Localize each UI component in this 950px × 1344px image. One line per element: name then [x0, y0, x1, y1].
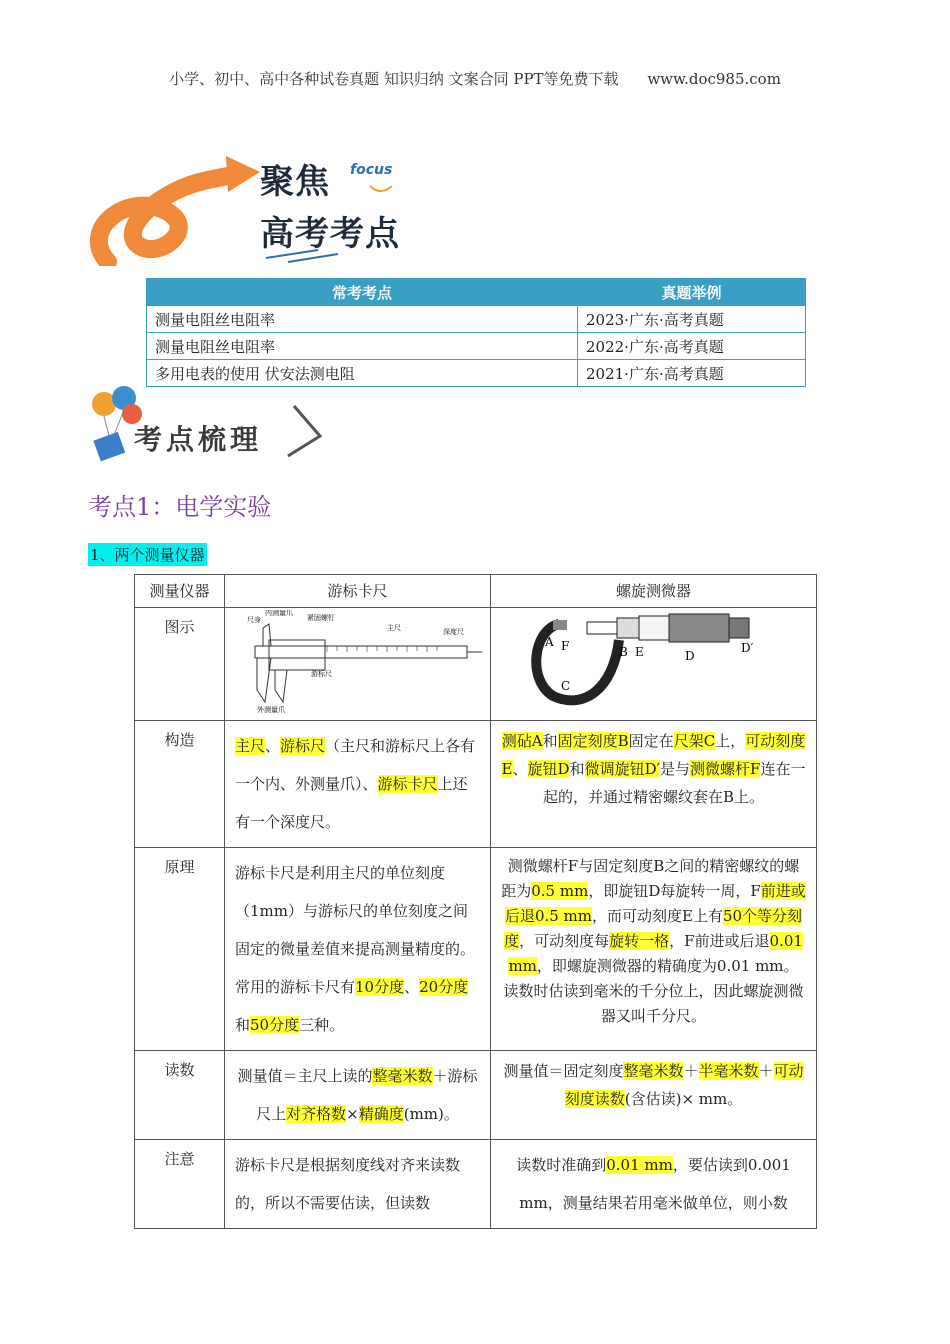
highlight-text: 整毫米数 — [623, 1062, 684, 1080]
text: 是与 — [660, 760, 691, 778]
table-row — [135, 1051, 817, 1140]
kaodian-title: 考点1：电学实验 — [88, 493, 272, 521]
highlight-text: 游标尺 — [280, 737, 326, 755]
text: ，要估读到0.001 mm，测量结果若用毫米做单位，则小数 — [519, 1156, 791, 1212]
highlight-text: 测微螺杆F — [690, 760, 761, 778]
highlight-text: 50分度 — [250, 1016, 300, 1034]
highlight-text: 游标卡尺 — [377, 775, 438, 793]
micrometer-label: F — [561, 639, 570, 653]
sub-title: 1、两个测量仪器 — [88, 543, 207, 566]
text: 游标卡尺是利用主尺的单位刻度（1mm）与游标尺的单位刻度之间固定的微量差值来提高测量精度的。常用的游标卡尺有 — [235, 864, 476, 996]
yuanli-micrometer — [491, 848, 817, 1051]
text: 测微螺杆F与固定刻度B之间的精密螺纹的螺距为 — [501, 857, 800, 900]
micrometer-label: B — [619, 645, 628, 659]
text: 、 — [512, 760, 528, 778]
exam-point: 测量电阻丝电阻率 — [147, 306, 578, 333]
highlight-text: 对齐格数 — [286, 1105, 347, 1123]
highlight-text: 可动刻度E — [501, 732, 806, 778]
highlight-text: 测砧A — [501, 732, 543, 750]
exam-example: 2021·广东·高考真题 — [578, 360, 806, 387]
yuanli-caliper — [225, 848, 491, 1051]
text: 固定在 — [628, 732, 674, 750]
row-label: 注意 — [135, 1140, 225, 1229]
micrometer-image — [493, 610, 815, 714]
zhuyi-caliper: 游标卡尺是根据刻度线对齐来读数的，所以不需要估读，但读数 — [225, 1140, 491, 1229]
text: ＋ — [683, 1062, 699, 1080]
text: 、 — [404, 978, 420, 996]
micrometer-label: C — [561, 679, 571, 693]
text: ，F前进或后退 — [669, 932, 770, 950]
vernier-caliper-image — [227, 610, 489, 714]
highlight-text: 0.5 mm — [531, 882, 589, 900]
micrometer-label: A — [545, 635, 554, 649]
text: 和 — [542, 732, 558, 750]
text: 上还有一个深度尺。 — [235, 775, 468, 831]
banner-focus: focus — [350, 162, 393, 178]
table-row — [135, 575, 817, 608]
row-label: 读数 — [135, 1051, 225, 1140]
gouzao-caliper — [225, 721, 491, 848]
row-label: 图示 — [135, 608, 225, 721]
table-row — [135, 608, 817, 721]
text: 三种。 — [299, 1016, 345, 1034]
highlight-text: 精确度 — [358, 1105, 404, 1123]
table-row — [147, 360, 806, 387]
highlight-text: 主尺 — [235, 737, 266, 755]
text: ＋游标尺上 — [256, 1067, 478, 1123]
caliper-label: 紧固螺钉 — [307, 614, 335, 622]
text: 和 — [569, 760, 585, 778]
exam-example: 2022·广东·高考真题 — [578, 333, 806, 360]
focus-banner — [88, 150, 448, 266]
instrument-table — [134, 574, 817, 1229]
dushu-micrometer — [491, 1051, 817, 1140]
header-site: www.doc985.com — [647, 70, 781, 88]
table-row — [135, 721, 817, 848]
highlight-text: 旋钮D — [527, 760, 570, 778]
table-row — [147, 306, 806, 333]
caliper-label: 尺身 — [247, 616, 261, 624]
dushu-caliper — [225, 1051, 491, 1140]
highlight-text: 50个等分刻度 — [504, 907, 803, 950]
table-row — [135, 848, 817, 1051]
table-row — [147, 333, 806, 360]
text: ，而可动刻度E上有 — [592, 907, 723, 925]
highlight-text: 半毫米数 — [698, 1062, 759, 1080]
highlight-text: 微调旋钮D′ — [584, 760, 660, 778]
exam-example: 2023·广东·高考真题 — [578, 306, 806, 333]
row-label: 构造 — [135, 721, 225, 848]
section-banner-text: 考点梳理 — [134, 423, 263, 456]
caliper-label: 外测量爪 — [257, 706, 285, 714]
section-banner — [88, 384, 328, 464]
exam-header-point: 常考考点 — [147, 279, 578, 306]
exam-point: 多用电表的使用 伏安法测电阻 — [147, 360, 578, 387]
highlight-text: 0.01 mm — [606, 1156, 673, 1174]
micrometer-label: D — [685, 649, 695, 663]
exam-point: 测量电阻丝电阻率 — [147, 333, 578, 360]
text: ，即旋钮D每旋转一周，F — [588, 882, 761, 900]
caliper-label: 内测量爪 — [265, 610, 293, 617]
caliper-diagram-cell — [225, 608, 491, 721]
banner-line1: 聚焦 — [260, 162, 330, 202]
text: 测量值＝主尺上读的 — [237, 1067, 373, 1085]
exam-points-table — [146, 278, 806, 387]
text: (含估读)× mm。 — [624, 1090, 743, 1108]
highlight-text: 20分度 — [419, 978, 469, 996]
highlight-text: 旋转一格 — [609, 932, 670, 950]
text: 测量值＝固定刻度 — [503, 1062, 624, 1080]
text: ，即螺旋测微器的精确度为0.01 mm。读数时估读到毫米的千分位上，因此螺旋测微器又叫千分尺。 — [503, 957, 804, 1025]
text: 上， — [715, 732, 746, 750]
caliper-label: 深度尺 — [443, 628, 464, 636]
micrometer-diagram-cell — [491, 608, 817, 721]
row-label: 原理 — [135, 848, 225, 1051]
text: ，可动刻度每 — [519, 932, 610, 950]
text: (mm)。 — [403, 1105, 459, 1123]
text: 和 — [235, 1016, 251, 1034]
caliper-label: 游标尺 — [311, 670, 332, 678]
text: 、 — [265, 737, 281, 755]
page-header — [0, 68, 950, 89]
highlight-text: 0.01 mm — [508, 932, 803, 975]
highlight-text: 10分度 — [355, 978, 405, 996]
highlight-text: 尺架C — [673, 732, 716, 750]
highlight-text: 整毫米数 — [372, 1067, 433, 1085]
table-row — [135, 1140, 817, 1229]
head-caliper: 游标卡尺 — [225, 575, 491, 608]
text: 连在一起的，并通过精密螺纹套在B上。 — [542, 760, 806, 806]
text: ＋ — [758, 1062, 774, 1080]
highlight-text: 前进或后退0.5 mm — [504, 882, 806, 925]
micrometer-label: E — [635, 645, 644, 659]
highlight-text: 可动刻度读数 — [564, 1062, 804, 1108]
head-instrument: 测量仪器 — [135, 575, 225, 608]
highlight-text: 固定刻度B — [557, 732, 629, 750]
text: （主尺和游标尺上各有一个内、外测量爪）、 — [235, 737, 476, 793]
caliper-label: 主尺 — [387, 624, 401, 632]
text: 读数时准确到 — [516, 1156, 607, 1174]
gouzao-micrometer — [491, 721, 817, 848]
zhuyi-micrometer — [491, 1140, 817, 1229]
head-micrometer: 螺旋测微器 — [491, 575, 817, 608]
header-text: 小学、初中、高中各种试卷真题 知识归纳 文案合同 PPT等免费下载 — [169, 70, 619, 88]
micrometer-label: D′ — [741, 641, 754, 655]
banner-line2: 高考考点 — [260, 214, 400, 254]
exam-header-example: 真题举例 — [578, 279, 806, 306]
text: × — [346, 1105, 359, 1123]
